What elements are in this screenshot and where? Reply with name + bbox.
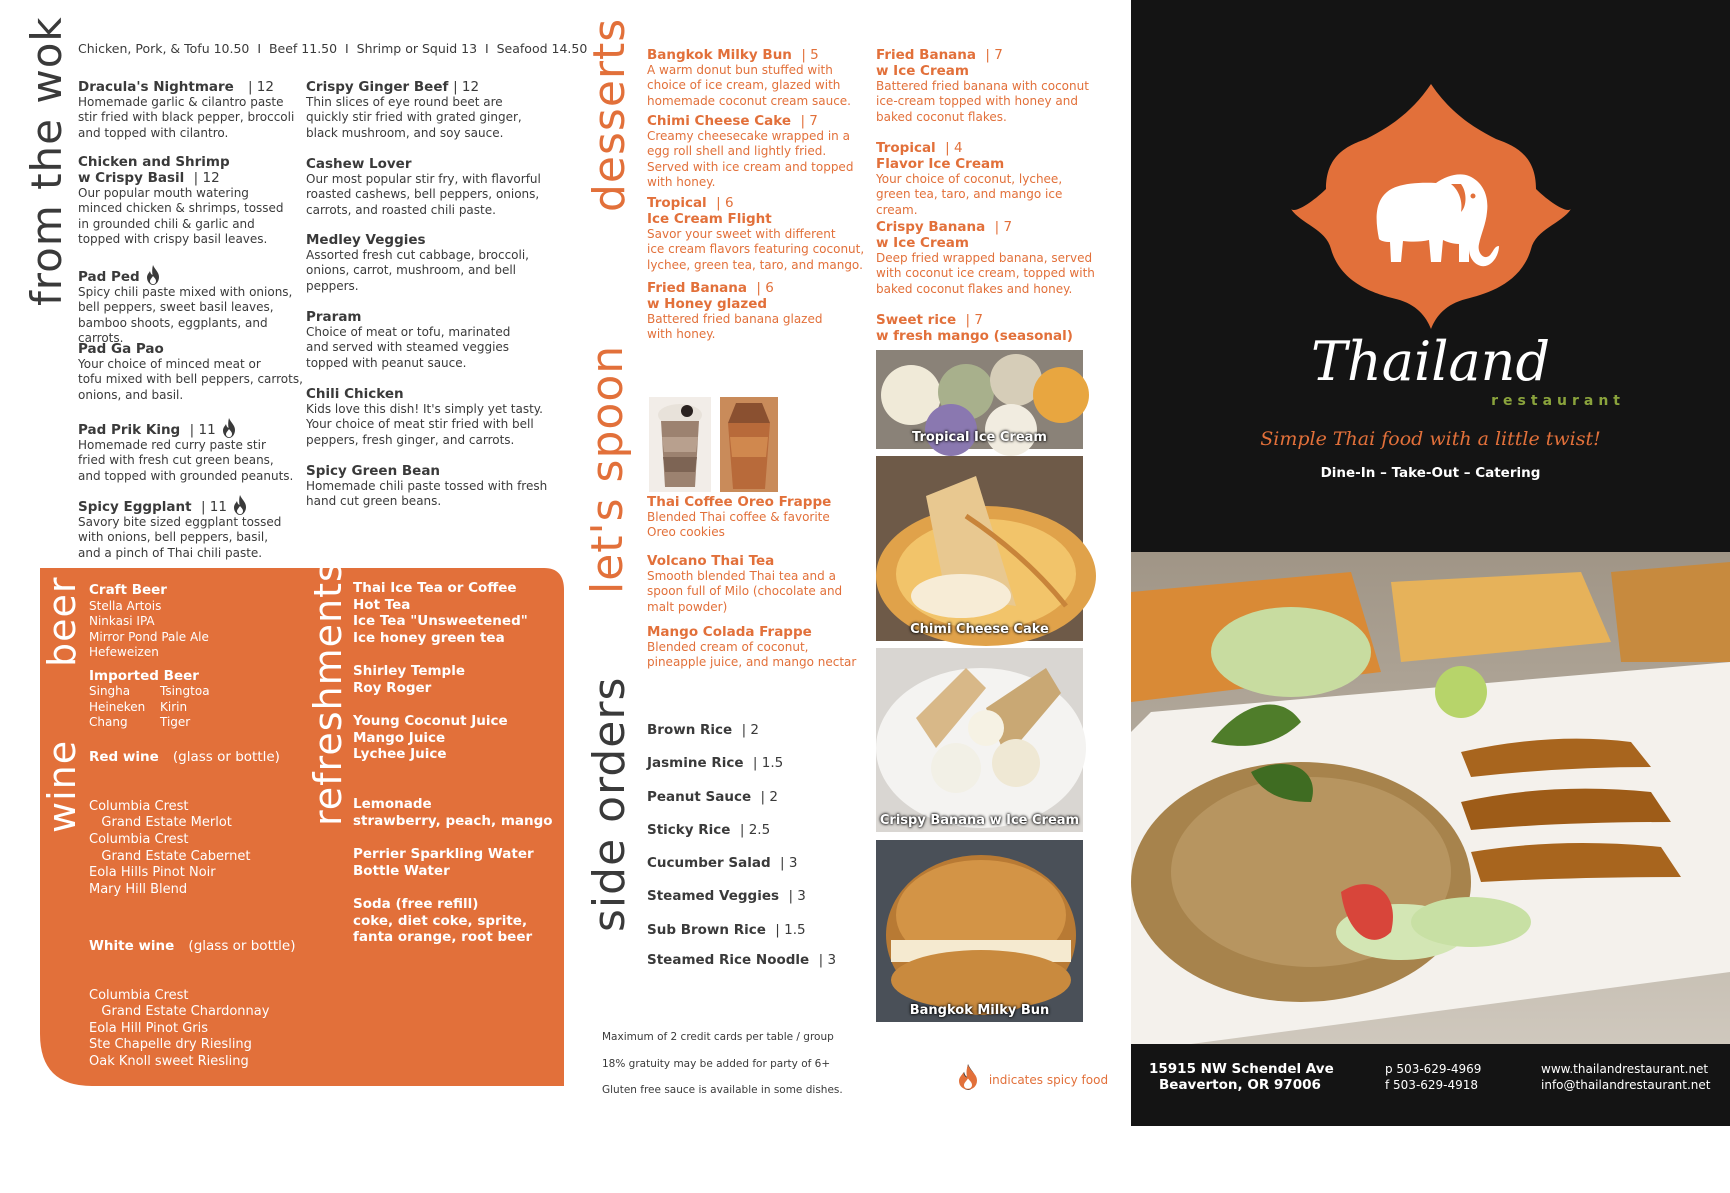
menu-item: Sweet rice | 7 w fresh mango (seasonal) — [876, 312, 1073, 344]
menu-item: Mango Colada Frappe Blended cream of coconut, pineapple juice, and mango nectar — [647, 624, 857, 670]
craft-beer-heading: Craft Beer — [89, 582, 167, 598]
menu-item: Pad Ga Pao Your choice of minced meat or tofu mixed with bell peppers, carrots, onions, and basil. — [78, 341, 303, 402]
website-link[interactable]: www.thailandrestaurant.net — [1541, 1062, 1709, 1076]
photo-chimi-cheese-cake — [876, 456, 1083, 641]
menu-item: Fried Banana | 7 w Ice Cream Battered fried banana with coconut ice-cream topped with honey and baked coconut flakes. — [876, 47, 1089, 124]
menu-item: Tropical | 4 Flavor Ice Cream Your choice of coconut, lychee, green tea, taro, and mango ice cream. — [876, 140, 1063, 217]
spicy-legend: indicates spicy food — [957, 1064, 1108, 1090]
desserts-col-2 — [876, 47, 1098, 344]
wine-list: Red wine (glass or bottle) Columbia Crest Grand Estate Merlot Columbia Crest Grand Estate Cabernet Eola Hills Pinot Noir Mary Hill Blend White wine (glass or bottle) Columbia Crest Grand Estate Chardonnay Eola Hill Pinot Gris Ste Chapelle dry Riesling Oak Knoll sweet Riesling House wine (glass or carafe) Chardonnay Cabernet Merlot White Zinfandel — [89, 749, 302, 1192]
elephant-logo — [1291, 84, 1571, 329]
menu-item: Dracula's Nightmare | 12 Homemade garlic & cilantro paste stir fried with black pepper, broccoli and topped with cilantro. — [78, 79, 295, 140]
photo-bangkok-milky-bun — [876, 840, 1083, 1022]
address: 15915 NW Schendel Ave Beaverton, OR 97006 — [1149, 1061, 1334, 1093]
menu-item: Bangkok Milky Bun | 5 A warm donut bun stuffed with choice of ice cream, glazed with homemade coconut cream sauce. — [647, 47, 851, 108]
section-title-desserts: desserts — [584, 17, 635, 212]
wok-prices: Chicken, Pork, & Tofu 10.50 I Beef 11.50 I Shrimp or Squid 13 I Seafood 14.50 — [78, 41, 588, 56]
refreshments-list: Thai Ice Tea or Coffee Hot Tea Ice Tea "Unsweetened" Ice honey green tea Shirley Temple Roy Roger Young Coconut Juice Mango Juice Lychee Juice Lemonade strawberry, peach, mango Perrier Sparkling Water Bottle Water Soda (free refill) coke, diet coke, sprite, fanta orange, root beer — [353, 580, 553, 946]
menu-item: Medley Veggies Assorted fresh cut cabbage, broccoli, onions, carrot, mushroom, and bell peppers. — [306, 232, 529, 293]
menu-item: Chicken and Shrimp w Crispy Basil | 12 Our popular mouth watering minced chicken & shrimps, tossed in grounded chili & garlic and topped with crispy basil leaves. — [78, 154, 284, 246]
menu-item: Chili Chicken Kids love this dish! It's simply yet tasty. Your choice of meat stir fried with bell peppers, fresh ginger, and carrots. — [306, 386, 543, 447]
brand-sub: restaurant — [1491, 393, 1625, 409]
tagline: Simple Thai food with a little twist! — [1260, 428, 1601, 450]
spicy-flame-icon — [957, 1064, 979, 1090]
menu-item: Chimi Cheese Cake | 7 Creamy cheesecake wrapped in a egg roll shell and lightly fried. Served with ice cream and topped with honey. — [647, 113, 854, 189]
phone-fax: p 503-629-4969 f 503-629-4918 — [1385, 1062, 1482, 1092]
section-title-wine: wine — [40, 739, 84, 833]
web-contact — [1541, 1061, 1711, 1093]
menu-item: Praram Choice of meat or tofu, marinated and served with steamed veggies topped with peanut sauce. — [306, 309, 511, 370]
email-link[interactable]: info@thailandrestaurant.net — [1541, 1078, 1711, 1092]
menu-item: Tropical | 6 Ice Cream Flight Savor your sweet with different ice cream flavors featuring coconut, lychee, green tea, taro, and mango. — [647, 195, 865, 272]
oreo-frappe-photo — [649, 397, 711, 492]
menu-item: Cashew Lover Our most popular stir fry, with flavorful roasted cashews, bell peppers, onions, carrots, and roasted chili paste. — [306, 156, 541, 217]
section-title-sides: side orders — [584, 676, 635, 932]
services: Dine-In – Take-Out – Catering — [1320, 465, 1541, 481]
imported-beer-heading: Imported Beer — [89, 667, 199, 684]
menu-item: Fried Banana | 6 w Honey glazed Battered fried banana glazed with honey. — [647, 280, 823, 342]
menu-item: Pad Ped Spicy chili paste mixed with onions, bell peppers, sweet basil leaves, bamboo shoots, eggplants, and carrots. — [78, 265, 303, 341]
photo-tropical-ice-cream — [876, 350, 1083, 449]
section-title-wok: from the wok — [22, 16, 71, 306]
spoon-list — [647, 494, 877, 671]
brand-panel — [1131, 0, 1730, 1126]
photo-crispy-banana — [876, 648, 1083, 832]
brand-name: Thailand — [1310, 330, 1551, 393]
policy-notes: Maximum of 2 credit cards per table / group 18% gratuity may be added for party of 6+ Gluten free sauce is available in some dishes. — [602, 1031, 843, 1096]
section-title-refreshments: refreshments — [306, 561, 350, 826]
photo-caption: Tropical Ice Cream — [912, 430, 1047, 445]
menu-item: Spicy Green Bean Homemade chili paste tossed with fresh hand cut green beans. — [306, 463, 548, 509]
photo-caption: Bangkok Milky Bun — [909, 1003, 1050, 1018]
section-title-spoon: let's spoon — [582, 344, 633, 594]
menu-item: Spicy Eggplant | 11 Savory bite sized eggplant tossed with onions, bell peppers, basil, and a pinch of Thai chili paste. — [78, 495, 303, 561]
section-title-beer: beer — [40, 576, 84, 667]
menu-item: Crispy Ginger Beef | 12 Thin slices of eye round beet are quickly stir fried with grated ginger, black mushroom, and soy sauce. — [306, 79, 522, 140]
menu-item: Pad Prik King | 11 Homemade red curry paste stir fried with fresh cut green beans, and topped with grounded peanuts. — [78, 418, 303, 495]
menu-item: Volcano Thai Tea Smooth blended Thai tea and a spoon full of Milo (chocolate and malt powder) — [647, 553, 843, 614]
volcano-tea-photo — [720, 397, 778, 492]
food-hero-photo — [1131, 552, 1730, 1044]
beer-list: Craft Beer Stella Artois Ninkasi IPA Mirror Pond Pale Ale Hefeweizen Imported Beer Singha Heineken Chang Tsingtoa Kirin Tiger — [89, 582, 299, 731]
photo-caption: Crispy Banana w Ice Cream — [879, 813, 1080, 828]
sides-list: Brown Rice | 2 Jasmine Rice | 1.5 Peanut Sauce | 2 Sticky Rice | 2.5 Cucumber Salad | 3 Steamed Veggies | 3 Sub Brown Rice | 1.5 Steamed Rice Noodle | 3 — [647, 722, 837, 968]
photo-caption: Chimi Cheese Cake — [910, 622, 1049, 637]
menu-item: Thai Coffee Oreo Frappe Blended Thai coffee & favorite Oreo cookies — [647, 494, 832, 540]
desserts-col-1 — [647, 47, 872, 343]
menu-item: Crispy Banana | 7 w Ice Cream Deep fried wrapped banana, served with coconut ice cream, topped with baked coconut flakes and honey. — [876, 219, 1095, 296]
